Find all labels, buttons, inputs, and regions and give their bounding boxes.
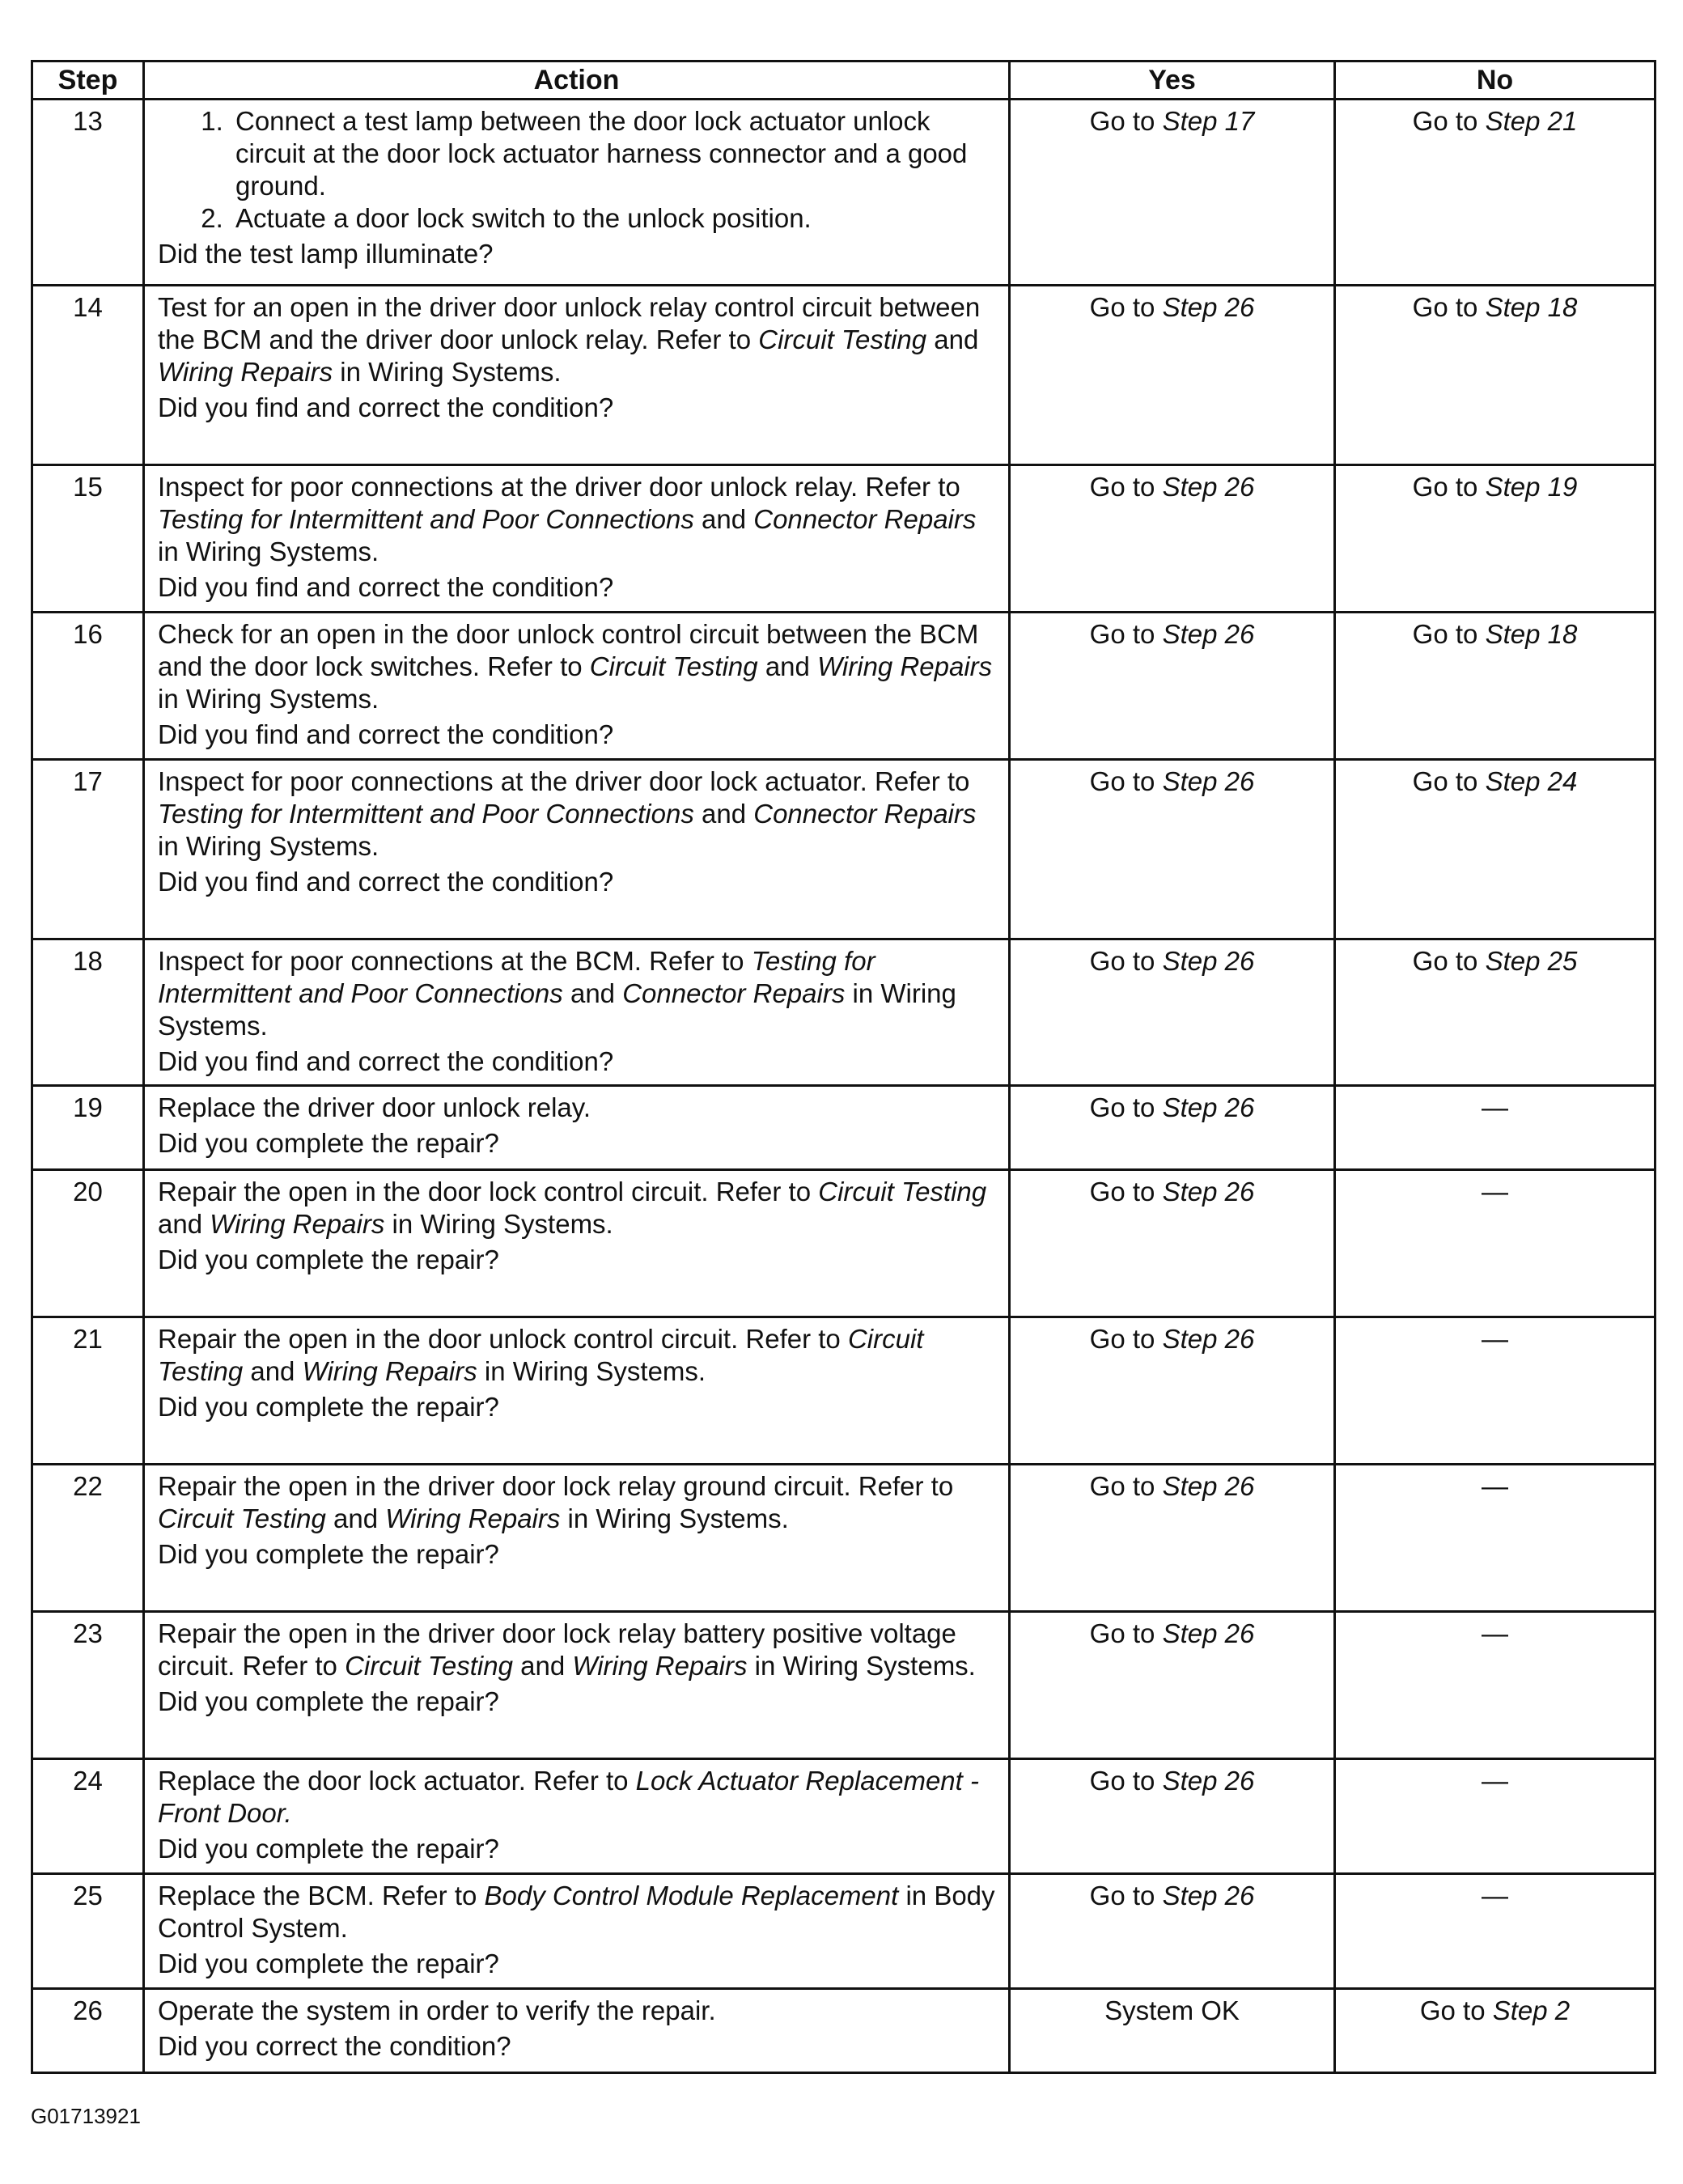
action-text-segment: and <box>243 1356 303 1386</box>
reference-link-text: Wiring Repairs <box>817 651 993 681</box>
yes-result <box>1010 100 1335 286</box>
action-content <box>158 765 995 898</box>
header-no: No <box>1335 61 1655 100</box>
yes-result <box>1010 1874 1335 1989</box>
action-steps-list <box>158 105 995 235</box>
action-text-segment: and <box>512 1651 573 1681</box>
action-text-segment: Repair the open in the driver door lock relay battery positive voltage circuit. Refer to <box>158 1618 956 1681</box>
action-text-segment: and <box>693 799 754 829</box>
no-result: — <box>1335 1465 1655 1612</box>
action-text-segment: Inspect for poor connections at the driver door unlock relay. Refer to <box>158 472 960 502</box>
action-text-segment: in Wiring Systems. <box>333 357 562 387</box>
goto-prefix: Go to <box>1412 106 1486 136</box>
goto-step: Step 26 <box>1162 619 1255 649</box>
reference-link-text: Circuit Testing <box>158 1324 924 1386</box>
action-text <box>158 105 995 235</box>
goto-prefix: Go to <box>1412 619 1486 649</box>
table-row <box>32 1170 1655 1317</box>
goto-prefix: Go to <box>1412 292 1486 322</box>
goto-step: Step 26 <box>1162 766 1255 796</box>
step-number: 15 <box>32 465 144 613</box>
goto-step: Step 2 <box>1492 1995 1571 2025</box>
goto-step: Step 26 <box>1162 1471 1255 1501</box>
action-text <box>158 471 995 568</box>
reference-link-text: Circuit Testing <box>158 1503 326 1533</box>
table-row <box>32 1086 1655 1170</box>
action-text-segment: Operate the system in order to verify the repair. <box>158 1995 716 2025</box>
reference-link-text: Circuit Testing <box>818 1177 987 1207</box>
reference-link-text: Wiring Repairs <box>158 357 333 387</box>
goto-step: Step 26 <box>1162 292 1255 322</box>
action-text-segment: Repair the open in the driver door lock relay ground circuit. Refer to <box>158 1471 954 1501</box>
goto-prefix: Go to <box>1089 766 1163 796</box>
goto-step: Step 26 <box>1162 946 1255 976</box>
goto-step: Step 26 <box>1162 1177 1255 1207</box>
reference-link-text: Connector Repairs <box>753 504 977 534</box>
reference-link-text: Testing for Intermittent and Poor Connections <box>158 946 875 1008</box>
action-cell <box>144 286 1010 465</box>
action-text-segment: and <box>562 978 623 1008</box>
action-cell <box>144 1170 1010 1317</box>
step-number: 21 <box>32 1317 144 1465</box>
goto-step: Step 25 <box>1485 946 1578 976</box>
step-number: 16 <box>32 613 144 760</box>
no-result <box>1335 465 1655 613</box>
action-cell <box>144 100 1010 286</box>
reference-link-text: Circuit Testing <box>758 324 927 354</box>
step-number: 20 <box>32 1170 144 1317</box>
action-text <box>158 1176 995 1240</box>
goto-step: Step 18 <box>1485 619 1578 649</box>
yes-result <box>1010 1086 1335 1170</box>
action-step: 1. Connect a test lamp between the door lock actuator unlock circuit at the door lock actuator harness connector and a good ground. <box>231 105 995 202</box>
goto-prefix: Go to <box>1089 1324 1163 1354</box>
action-text <box>158 1880 995 1944</box>
step-number: 26 <box>32 1989 144 2073</box>
reference-link-text: Wiring Repairs <box>302 1356 477 1386</box>
action-text-segment: in Wiring Systems. <box>158 536 379 566</box>
action-text <box>158 1323 995 1388</box>
action-content <box>158 105 995 270</box>
header-row <box>32 61 1655 100</box>
table-row <box>32 100 1655 286</box>
action-content <box>158 1995 995 2063</box>
action-question: Did you complete the repair? <box>158 1834 499 1864</box>
yes-result <box>1010 1759 1335 1874</box>
reference-link-text: Testing for Intermittent and Poor Connections <box>158 799 694 829</box>
action-question: Did you complete the repair? <box>158 1949 499 1978</box>
action-cell <box>144 760 1010 939</box>
yes-result <box>1010 1317 1335 1465</box>
table-row <box>32 760 1655 939</box>
action-text <box>158 1092 995 1124</box>
action-text-segment: in Wiring Systems. <box>158 978 956 1041</box>
no-result: — <box>1335 1086 1655 1170</box>
action-question: Did the test lamp illuminate? <box>158 239 494 269</box>
goto-prefix: Go to <box>1089 106 1163 136</box>
action-text-segment: in Wiring Systems. <box>747 1651 976 1681</box>
goto-prefix: Go to <box>1089 1471 1163 1501</box>
reference-link-text: Testing for Intermittent and Poor Connections <box>158 504 694 534</box>
reference-link-text: Body Control Module Replacement <box>484 1881 899 1910</box>
action-content <box>158 291 995 424</box>
no-result <box>1335 760 1655 939</box>
diagnostic-table <box>31 60 1656 2074</box>
goto-prefix: Go to <box>1089 1881 1163 1910</box>
action-content <box>158 1176 995 1276</box>
no-result <box>1335 613 1655 760</box>
action-text-segment: and <box>693 504 754 534</box>
table-row <box>32 465 1655 613</box>
goto-step: Step 26 <box>1162 1092 1255 1122</box>
action-content <box>158 471 995 604</box>
goto-step: Step 18 <box>1485 292 1578 322</box>
action-text <box>158 765 995 863</box>
action-step: 2. Actuate a door lock switch to the unlock position. <box>231 202 995 235</box>
action-question: Did you find and correct the condition? <box>158 719 614 749</box>
reference-link-text: Lock Actuator Replacement - Front Door. <box>158 1766 979 1828</box>
yes-result <box>1010 939 1335 1086</box>
action-content <box>158 1880 995 1980</box>
step-number: 19 <box>32 1086 144 1170</box>
goto-prefix: Go to <box>1412 472 1486 502</box>
step-number: 22 <box>32 1465 144 1612</box>
action-text-segment: and <box>757 651 818 681</box>
table-row <box>32 1759 1655 1874</box>
action-content <box>158 618 995 751</box>
step-number: 17 <box>32 760 144 939</box>
action-question: Did you complete the repair? <box>158 1686 499 1716</box>
action-text-segment: Inspect for poor connections at the BCM. Refer to <box>158 946 752 976</box>
step-number: 24 <box>32 1759 144 1874</box>
no-result <box>1335 100 1655 286</box>
action-text <box>158 1618 995 1682</box>
action-question: Did you complete the repair? <box>158 1392 499 1422</box>
action-cell <box>144 1759 1010 1874</box>
table-row <box>32 939 1655 1086</box>
reference-link-text: Circuit Testing <box>345 1651 513 1681</box>
goto-prefix: Go to <box>1089 1092 1163 1122</box>
action-cell <box>144 1989 1010 2073</box>
goto-step: Step 26 <box>1162 1881 1255 1910</box>
goto-prefix: Go to <box>1089 619 1163 649</box>
reference-link-text: Circuit Testing <box>589 651 758 681</box>
reference-link-text: Wiring Repairs <box>210 1209 385 1239</box>
no-result: — <box>1335 1317 1655 1465</box>
action-cell <box>144 613 1010 760</box>
action-question: Did you find and correct the condition? <box>158 1046 614 1076</box>
action-text-segment: Replace the door lock actuator. Refer to <box>158 1766 636 1796</box>
action-text-segment: and <box>158 1209 210 1239</box>
yes-result: System OK <box>1010 1989 1335 2073</box>
figure-code: G01713921 <box>31 2104 141 2128</box>
action-question: Did you complete the repair? <box>158 1128 499 1158</box>
no-result: — <box>1335 1874 1655 1989</box>
goto-prefix: Go to <box>1089 1618 1163 1648</box>
goto-prefix: Go to <box>1412 946 1486 976</box>
goto-step: Step 19 <box>1485 472 1578 502</box>
action-question: Did you find and correct the condition? <box>158 867 614 897</box>
table-row <box>32 1874 1655 1989</box>
goto-step: Step 24 <box>1485 766 1578 796</box>
reference-link-text: Connector Repairs <box>753 799 977 829</box>
action-text-segment: and <box>926 324 979 354</box>
goto-prefix: Go to <box>1089 1766 1163 1796</box>
goto-step: Step 26 <box>1162 1324 1255 1354</box>
action-cell <box>144 1086 1010 1170</box>
action-text-segment: Test for an open in the driver door unlock relay control circuit between the BCM and the driver door unlock relay. Refer to <box>158 292 981 354</box>
action-text <box>158 291 995 388</box>
action-cell <box>144 1465 1010 1612</box>
action-question: Did you complete the repair? <box>158 1245 499 1274</box>
action-content <box>158 1765 995 1865</box>
goto-prefix: Go to <box>1089 1177 1163 1207</box>
step-number: 13 <box>32 100 144 286</box>
action-text <box>158 1995 995 2027</box>
table-row <box>32 1989 1655 2073</box>
goto-prefix: Go to <box>1089 292 1163 322</box>
action-text-segment: in Wiring Systems. <box>477 1356 706 1386</box>
action-cell <box>144 1874 1010 1989</box>
step-number: 25 <box>32 1874 144 1989</box>
table-row <box>32 613 1655 760</box>
action-text-segment: Repair the open in the door lock control circuit. Refer to <box>158 1177 819 1207</box>
step-number: 18 <box>32 939 144 1086</box>
goto-step: Step 21 <box>1485 106 1578 136</box>
no-result <box>1335 286 1655 465</box>
table-row <box>32 1612 1655 1759</box>
yes-result <box>1010 760 1335 939</box>
action-question: Did you complete the repair? <box>158 1539 499 1569</box>
goto-step: Step 26 <box>1162 472 1255 502</box>
action-cell <box>144 1317 1010 1465</box>
header-step: Step <box>32 61 144 100</box>
reference-link-text: Wiring Repairs <box>572 1651 748 1681</box>
yes-result <box>1010 1612 1335 1759</box>
action-text <box>158 1470 995 1535</box>
goto-prefix: Go to <box>1089 946 1163 976</box>
yes-result <box>1010 465 1335 613</box>
action-text-segment: Replace the BCM. Refer to <box>158 1881 485 1910</box>
action-text-segment: Inspect for poor connections at the driver door lock actuator. Refer to <box>158 766 970 796</box>
action-text-segment: in Wiring Systems. <box>158 684 379 714</box>
goto-prefix: Go to <box>1419 1995 1493 2025</box>
goto-prefix: Go to <box>1412 766 1486 796</box>
yes-result <box>1010 1465 1335 1612</box>
action-cell <box>144 465 1010 613</box>
action-question: Did you find and correct the condition? <box>158 572 614 602</box>
action-content <box>158 1470 995 1571</box>
action-cell <box>144 939 1010 1086</box>
no-result: — <box>1335 1170 1655 1317</box>
action-text <box>158 618 995 715</box>
action-content <box>158 1323 995 1423</box>
table-row <box>32 1465 1655 1612</box>
yes-result <box>1010 1170 1335 1317</box>
action-text-segment: in Wiring Systems. <box>158 831 379 861</box>
no-result: — <box>1335 1759 1655 1874</box>
step-number: 23 <box>32 1612 144 1759</box>
goto-prefix: Go to <box>1089 472 1163 502</box>
goto-step: Step 17 <box>1162 106 1255 136</box>
action-text-segment: Replace the driver door unlock relay. <box>158 1092 591 1122</box>
action-text-segment: in Wiring Systems. <box>384 1209 613 1239</box>
table-row <box>32 286 1655 465</box>
goto-step: Step 26 <box>1162 1766 1255 1796</box>
table-row <box>32 1317 1655 1465</box>
step-number: 14 <box>32 286 144 465</box>
action-content <box>158 945 995 1078</box>
action-question: Did you correct the condition? <box>158 2031 511 2061</box>
action-text-segment: Repair the open in the door unlock control circuit. Refer to <box>158 1324 848 1354</box>
no-result <box>1335 939 1655 1086</box>
action-text-segment: in Body Control System. <box>158 1881 995 1943</box>
yes-result <box>1010 286 1335 465</box>
no-result <box>1335 1989 1655 2073</box>
action-question: Did you find and correct the condition? <box>158 392 614 422</box>
action-content <box>158 1618 995 1718</box>
action-text <box>158 1765 995 1830</box>
header-action: Action <box>144 61 1010 100</box>
action-text-segment: Check for an open in the door unlock control circuit between the BCM and the door lock switches. Refer to <box>158 619 979 681</box>
action-text-segment: and <box>325 1503 386 1533</box>
reference-link-text: Wiring Repairs <box>385 1503 561 1533</box>
action-text-segment: in Wiring Systems. <box>560 1503 789 1533</box>
goto-step: Step 26 <box>1162 1618 1255 1648</box>
action-text <box>158 945 995 1042</box>
yes-result <box>1010 613 1335 760</box>
no-result: — <box>1335 1612 1655 1759</box>
reference-link-text: Connector Repairs <box>622 978 846 1008</box>
header-yes: Yes <box>1010 61 1335 100</box>
action-cell <box>144 1612 1010 1759</box>
action-content <box>158 1092 995 1160</box>
